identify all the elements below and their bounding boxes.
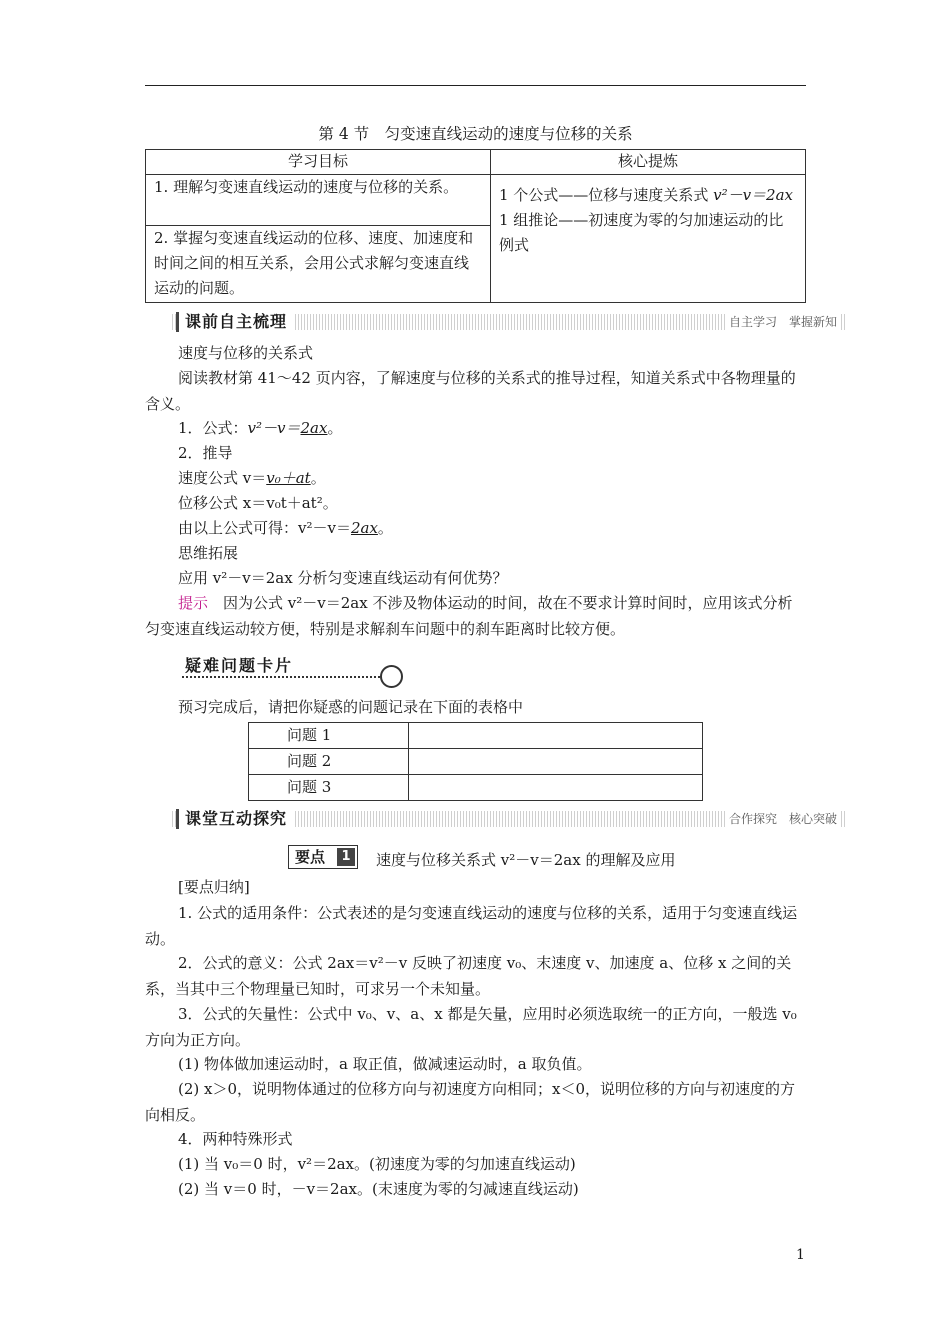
s1-item2: 2．推导 xyxy=(178,444,233,462)
section-label: 课前自主梳理 xyxy=(176,312,295,332)
question-label: 问题 1 xyxy=(249,723,409,749)
keypoint-number: 1 xyxy=(337,848,355,866)
core-2: 1 组推论——初速度为零的匀加速运动的比例式 xyxy=(499,211,784,254)
page-number: 1 xyxy=(796,1247,805,1263)
core-points xyxy=(491,175,806,303)
goals-table xyxy=(145,149,806,303)
circle-icon xyxy=(380,665,403,688)
table-row xyxy=(249,723,703,749)
question-label: 问题 3 xyxy=(249,775,409,801)
s1-velocity: 速度公式 v＝v₀＋at。 xyxy=(178,469,326,487)
keypoint-badge: 要点 1 xyxy=(288,845,358,869)
goal-2: 2. 掌握匀变速直线运动的位移、速度、加速度和时间之间的相互关系，会用公式求解匀变速直线运动的问题。 xyxy=(146,226,491,303)
s1-intro: 阅读教材第 41～42 页内容，了解速度与位移的关系式的推导过程，知道关系式中各物理量的含义。 xyxy=(145,369,796,413)
question-answer-cell[interactable] xyxy=(409,775,703,801)
section-title: 第 4 节 匀变速直线运动的速度与位移的关系 xyxy=(318,125,633,143)
keypoint-title: 速度与位移关系式 v²－v＝2ax 的理解及应用 xyxy=(376,851,676,869)
kp-p3b: (2) x＞0，说明物体通过的位移方向与初速度方向相同；x＜0，说明位移的方向与初速度的方向相反。 xyxy=(145,1080,796,1124)
s1-question: 应用 v²－v＝2ax 分析匀变速直线运动有何优势？ xyxy=(178,569,508,587)
answer-blank: 2ax xyxy=(300,419,328,437)
section-tag: 合作探究 核心突破 xyxy=(725,811,841,827)
s1-heading: 速度与位移的关系式 xyxy=(178,344,314,362)
section-bar-preview xyxy=(172,312,847,332)
kp-p3a: (1) 物体做加速运动时，a 取正值，做减速运动时，a 取负值。 xyxy=(178,1055,592,1073)
s1-hint: 提示 因为公式 v²－v＝2ax 不涉及物体运动的时间，故在不要求计算时间时，应用该式分析匀变速直线运动较方便，特别是求解刹车问题中的刹车距离时比较方便。 xyxy=(145,594,793,638)
table-row xyxy=(249,749,703,775)
core-header: 核心提炼 xyxy=(491,150,806,175)
kp-summary: [要点归纳] xyxy=(178,878,250,896)
answer-blank: 2ax xyxy=(350,519,378,537)
hint-label: 提示 xyxy=(178,594,209,612)
goals-header: 学习目标 xyxy=(146,150,491,175)
goal-1: 1. 理解匀变速直线运动的速度与位移的关系。 xyxy=(146,175,491,226)
question-instruction: 预习完成后，请把你疑惑的问题记录在下面的表格中 xyxy=(178,698,524,716)
question-label: 问题 2 xyxy=(249,749,409,775)
kp-p4b: (2) 当 v＝0 时，－v＝2ax。(末速度为零的匀减速直线运动) xyxy=(178,1180,579,1198)
s1-derive: 由以上公式可得：v²－v＝2ax。 xyxy=(178,519,393,537)
kp-p4: 4．两种特殊形式 xyxy=(178,1130,293,1148)
section-tag: 自主学习 掌握新知 xyxy=(725,314,841,330)
question-card-title: 疑难问题卡片 xyxy=(185,656,294,675)
section-label: 课堂互动探究 xyxy=(176,809,295,829)
s1-think: 思维拓展 xyxy=(178,544,239,562)
s1-item1: 1．公式：v²－v＝2ax。 xyxy=(178,419,343,437)
kp-p1: 1. 公式的适用条件：公式表述的是匀变速直线运动的速度与位移的关系，适用于匀变速直线运动。 xyxy=(145,904,798,948)
question-answer-cell[interactable] xyxy=(409,749,703,775)
section-bar-class xyxy=(172,809,847,829)
top-rule xyxy=(145,85,806,86)
kp-p4a: (1) 当 v₀＝0 时，v²＝2ax。(初速度为零的匀加速直线运动) xyxy=(178,1155,576,1173)
s1-displacement: 位移公式 x＝v₀t＋at²。 xyxy=(178,494,338,512)
dotted-line xyxy=(182,676,380,678)
table-row xyxy=(249,775,703,801)
answer-blank: v₀＋at xyxy=(266,469,311,487)
core-1: 1 个公式——位移与速度关系式 v²－v＝2ax xyxy=(499,186,794,204)
question-table xyxy=(248,722,703,801)
kp-p2: 2．公式的意义：公式 2ax＝v²－v 反映了初速度 v₀、末速度 v、加速度 a、位移 x 之间的关系，当其中三个物理量已知时，可求另一个未知量。 xyxy=(145,954,792,998)
question-answer-cell[interactable] xyxy=(409,723,703,749)
kp-p3: 3．公式的矢量性：公式中 v₀、v、a、x 都是矢量，应用时必须选取统一的正方向，一般选 v₀ 方向为正方向。 xyxy=(145,1005,797,1049)
